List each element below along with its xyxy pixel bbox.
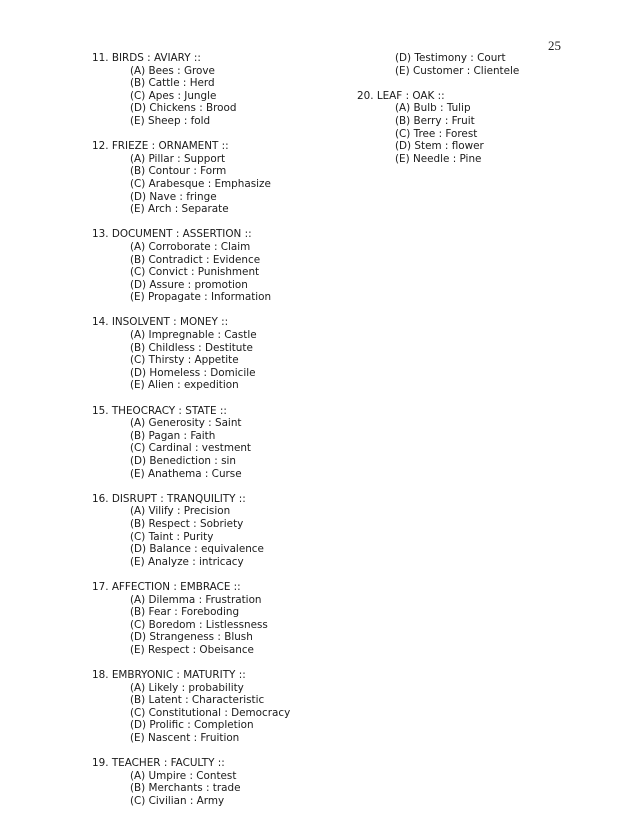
question-stem: 15. THEOCRACY : STATE :: bbox=[92, 404, 227, 417]
right-column bbox=[357, 52, 519, 178]
option-e: (E) Alien : expedition bbox=[130, 379, 239, 392]
option-e: (E) Analyze : intricacy bbox=[130, 555, 244, 568]
option-a: (A) Impregnable : Castle bbox=[130, 329, 257, 342]
option-c: (C) Thirsty : Appetite bbox=[130, 354, 239, 367]
option-b: (B) Contour : Form bbox=[130, 165, 227, 178]
option-a: (A) Generosity : Saint bbox=[130, 417, 242, 430]
option-b: (B) Contradict : Evidence bbox=[130, 253, 261, 266]
option-c: (C) Boredom : Listlessness bbox=[130, 618, 268, 631]
option-d: (D) Strangeness : Blush bbox=[130, 631, 253, 644]
option-e: (E) Respect : Obeisance bbox=[130, 643, 254, 656]
option-e: (E) Sheep : fold bbox=[130, 114, 211, 127]
question-stem: 18. EMBRYONIC : MATURITY :: bbox=[92, 669, 246, 682]
option-e: (E) Propagate : Information bbox=[130, 291, 272, 304]
option-b: (B) Fear : Foreboding bbox=[130, 606, 240, 619]
option-e: (E) Customer : Clientele bbox=[395, 64, 520, 77]
question-11 bbox=[92, 52, 290, 128]
option-d: (D) Prolific : Completion bbox=[130, 719, 254, 732]
question-13 bbox=[92, 228, 290, 304]
question-stem: 12. FRIEZE : ORNAMENT :: bbox=[92, 140, 229, 153]
option-e: (E) Anathema : Curse bbox=[130, 467, 242, 480]
option-d: (D) Chickens : Brood bbox=[130, 102, 237, 115]
option-b: (B) Merchants : trade bbox=[130, 782, 241, 795]
option-a: (A) Umpire : Contest bbox=[130, 769, 237, 782]
option-d: (D) Benediction : sin bbox=[130, 455, 237, 467]
option-a: (A) Vilify : Precision bbox=[130, 505, 231, 518]
question-19 bbox=[92, 757, 290, 807]
page-number: 25 bbox=[548, 38, 561, 53]
option-c: (C) Convict : Punishment bbox=[130, 266, 260, 279]
option-c: (C) Tree : Forest bbox=[395, 127, 478, 140]
option-b: (B) Respect : Sobriety bbox=[130, 517, 244, 530]
option-c: (C) Apes : Jungle bbox=[130, 89, 217, 102]
option-a: (A) Bulb : Tulip bbox=[395, 102, 471, 115]
option-d: (D) Assure : promotion bbox=[130, 278, 248, 291]
option-d: (D) Homeless : Domicile bbox=[130, 366, 256, 379]
question-18 bbox=[92, 669, 290, 745]
option-a: (A) Pillar : Support bbox=[130, 152, 226, 165]
question-stem: 17. AFFECTION : EMBRACE :: bbox=[92, 580, 241, 593]
option-c: (C) Taint : Purity bbox=[130, 530, 214, 543]
option-e: (E) Nascent : Fruition bbox=[130, 732, 240, 745]
question-14 bbox=[92, 316, 290, 392]
question-stem: 11. BIRDS : AVIARY :: bbox=[92, 52, 201, 64]
option-c: (C) Cardinal : vestment bbox=[130, 442, 252, 455]
option-d: (D) Balance : equivalence bbox=[130, 543, 264, 556]
question-20 bbox=[357, 90, 519, 166]
option-d: (D) Nave : fringe bbox=[130, 190, 217, 203]
question-stem: 20. LEAF : OAK :: bbox=[357, 89, 445, 102]
option-d: (D) Stem : flower bbox=[395, 140, 484, 153]
option-c: (C) Civilian : Army bbox=[130, 795, 225, 808]
option-b: (B) Latent : Characteristic bbox=[130, 694, 265, 707]
option-a: (A) Dilemma : Frustration bbox=[130, 593, 262, 606]
option-c: (C) Constitutional : Democracy bbox=[130, 706, 291, 719]
option-d: (D) Testimony : Court bbox=[395, 52, 506, 64]
option-b: (B) Cattle : Herd bbox=[130, 77, 215, 90]
option-b: (B) Pagan : Faith bbox=[130, 429, 216, 442]
option-e: (E) Arch : Separate bbox=[130, 203, 229, 216]
question-16 bbox=[92, 493, 290, 569]
option-a: (A) Likely : probability bbox=[130, 681, 244, 694]
question-19-continuation bbox=[357, 52, 519, 77]
question-15 bbox=[92, 405, 290, 481]
option-e: (E) Needle : Pine bbox=[395, 152, 482, 165]
option-a: (A) Corroborate : Claim bbox=[130, 240, 251, 253]
question-stem: 13. DOCUMENT : ASSERTION :: bbox=[92, 228, 252, 241]
question-17 bbox=[92, 581, 290, 657]
question-stem: 19. TEACHER : FACULTY :: bbox=[92, 757, 225, 770]
option-b: (B) Berry : Fruit bbox=[395, 114, 475, 127]
question-12 bbox=[92, 140, 290, 216]
left-column bbox=[92, 52, 290, 820]
option-b: (B) Childless : Destitute bbox=[130, 341, 253, 354]
option-c: (C) Arabesque : Emphasize bbox=[130, 177, 271, 190]
question-stem: 14. INSOLVENT : MONEY :: bbox=[92, 316, 229, 329]
option-a: (A) Bees : Grove bbox=[130, 64, 215, 77]
question-stem: 16. DISRUPT : TRANQUILITY :: bbox=[92, 492, 246, 505]
